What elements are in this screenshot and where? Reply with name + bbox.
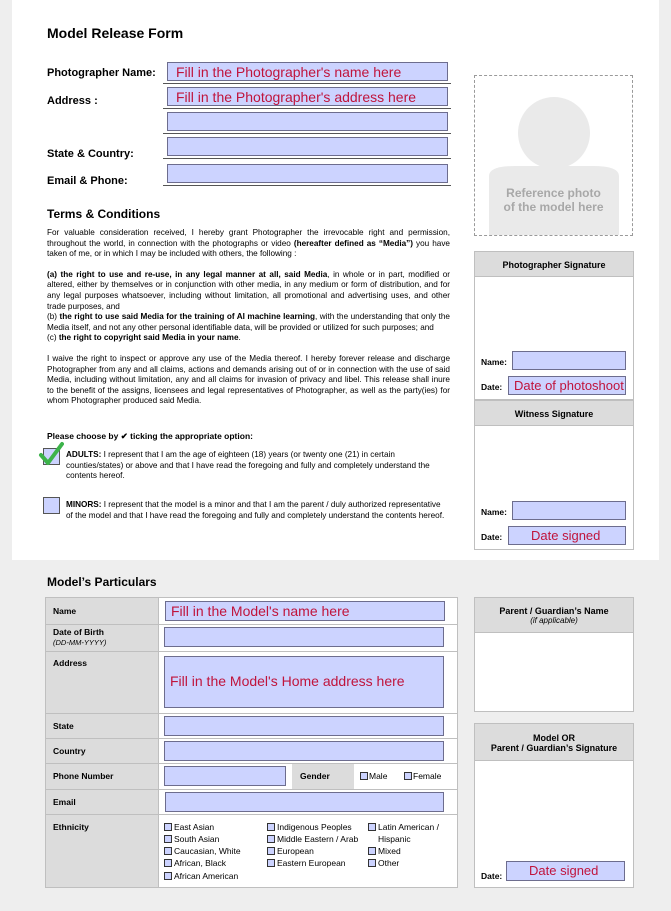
underline [163,83,451,84]
ethnicity-other-checkbox[interactable] [368,859,376,867]
terms-p1-text: For valuable consideration received, I hereby grant Photographer the irrevocable right and permission, throughout the world, in connection with the photographs or video [47,228,450,248]
model-state-label: State [53,721,74,731]
row-divider [46,763,457,764]
model-email-field[interactable] [165,792,444,812]
photographer-sig-name-label: Name: [481,357,507,367]
underline [163,158,451,159]
clause-b-text: , with the understanding that only the Media itself, and not any other personal identifiable data, will be provided or utilized for such purposes; and [47,312,450,332]
ethnicity-option: East Asian [174,822,215,832]
minors-description: I represent that the model is a minor and that I am the parent / duly authorized representative of the model and that I have read the foregoing and fully and completely understand the contents hereof. [66,500,445,520]
row-divider [46,624,457,625]
row-divider [46,651,457,652]
guardian-name-sub: (if applicable) [530,616,578,625]
minors-checkbox[interactable] [43,497,60,514]
underline [163,185,451,186]
model-name-label: Name [53,606,77,616]
photographer-signature-header: Photographer Signature [474,251,634,277]
photo-caption-line2: of the model here [503,200,604,214]
row-divider [46,789,457,790]
ethnicity-caucasian-checkbox[interactable] [164,847,172,855]
form-title: Model Release Form [47,25,184,41]
clause-b-prefix: (b) [47,312,60,322]
gender-label: Gender [300,771,330,781]
model-address-placeholder: Fill in the Model's Home address here [170,673,405,689]
witness-date-field[interactable] [508,526,626,545]
model-sig-date-label: Date: [481,871,503,881]
model-email-label: Email [53,797,76,807]
model-address-label: Address [53,658,88,668]
ethnicity-east-asian-checkbox[interactable] [164,823,172,831]
clause-c-bold: the right to copyright said Media in your name [58,333,239,343]
row-divider [46,738,457,739]
row-divider [46,814,457,815]
ethnicity-option: Mixed [378,846,401,856]
dob-field[interactable] [164,627,444,647]
choose-instruction: Please choose by ✔ ticking the appropriate option: [47,431,253,441]
ethnicity-indigenous-checkbox[interactable] [267,823,275,831]
ethnicity-option: Eastern European [277,858,346,868]
ethnicity-option: South Asian [174,834,220,844]
photographer-state-field[interactable] [167,137,448,156]
terms-p1-end: you have taken of me, or in which I may be included with others, the following : [47,238,450,259]
model-signature-header [474,723,634,761]
ethnicity-mixed-checkbox[interactable] [368,847,376,855]
ethnicity-option: Caucasian, White [174,846,241,856]
terms-clause-a [47,270,450,312]
terms-clause-b [47,312,450,333]
ethnicity-south-asian-checkbox[interactable] [164,835,172,843]
photographer-sig-date-field[interactable] [508,376,626,395]
ethnicity-european-checkbox[interactable] [267,847,275,855]
photographer-address-line2-field[interactable] [167,112,448,131]
terms-heading: Terms & Conditions [47,207,161,221]
witness-date-placeholder: Date signed [531,528,601,543]
ethnicity-african-american-checkbox[interactable] [164,872,172,880]
photo-caption-line1: Reference photo [506,186,601,200]
model-sig-heading-1: Model OR [533,733,575,743]
dob-format: (DD-MM-YYYY) [53,638,107,647]
ethnicity-option: Indigenous Peoples [277,822,352,832]
row-divider [46,713,457,714]
address-label: Address : [47,95,98,107]
ethnicity-middle-eastern-checkbox[interactable] [267,835,275,843]
photographer-sig-date-label: Date: [481,382,503,392]
underline [163,133,451,134]
clause-c-text: . [238,333,241,343]
terms-clause-c [47,333,450,344]
photographer-address-field[interactable] [167,87,448,106]
guardian-name-header [474,597,634,633]
ethnicity-option: Middle Eastern / Arab [277,834,359,844]
ethnicity-eastern-european-checkbox[interactable] [267,859,275,867]
terms-p1-bold: (hereafter defined as “Media”) [293,238,413,248]
ethnicity-option: African, Black [174,858,226,868]
gender-male-label: Male [369,771,388,781]
witness-name-label: Name: [481,507,507,517]
photographer-sig-name-field[interactable] [512,351,626,370]
column-divider [158,598,159,887]
ethnicity-option: Other [378,858,400,868]
ethnicity-option: Latin American / [378,822,439,832]
model-country-label: Country [53,746,86,756]
state-country-label: State & Country: [47,148,134,160]
photo-caption [475,186,632,214]
ethnicity-african-black-checkbox[interactable] [164,859,172,867]
dob-label: Date of Birth [53,627,104,637]
clause-a-bold: (a) the right to use and re-use, in any legal manner at all, said Media [47,269,328,279]
particulars-heading: Model’s Particulars [47,575,157,589]
adults-description: I represent that I am the age of eighteen (18) years (or twenty one (21) in certain counties/states) or above and that I have read the foregoing and fully and completely understand the contents hereof. [66,450,430,481]
gender-male-checkbox[interactable] [360,772,368,780]
minors-option-text [66,500,448,521]
phone-label: Phone Number [53,771,114,781]
ethnicity-option: European [277,846,314,856]
model-state-field[interactable] [164,716,444,736]
model-name-field[interactable] [165,601,445,621]
terms-body [47,228,450,407]
witness-signature-header: Witness Signature [474,400,634,426]
gender-female-checkbox[interactable] [404,772,412,780]
minors-label: MINORS: [66,500,102,509]
model-sig-date-field[interactable] [506,861,625,881]
model-country-field[interactable] [164,741,444,761]
ethnicity-option: Hispanic [378,834,411,844]
guardian-name-box[interactable] [474,632,634,712]
phone-field[interactable] [164,766,286,786]
email-phone-label: Email & Phone: [47,175,128,187]
ethnicity-latin-american-checkbox[interactable] [368,823,376,831]
ethnicity-label: Ethnicity [53,822,89,832]
photographer-name-label: Photographer Name: [47,67,156,79]
photographer-name-placeholder: Fill in the Photographer's name here [176,64,402,80]
terms-paragraph-1 [47,228,450,260]
model-sig-heading-2: Parent / Guardian’s Signature [490,743,618,753]
gender-female-label: Female [413,771,442,781]
check-mark-icon [38,441,64,467]
model-address-field[interactable] [164,656,444,708]
witness-date-label: Date: [481,532,503,542]
clause-b-bold: the right to use said Media for the training of AI machine learning [59,312,315,322]
reference-photo-box[interactable] [474,75,633,236]
witness-name-field[interactable] [512,501,626,520]
ethnicity-option: African American [174,871,239,881]
clause-a-text: , in whole or in part, modified or altered, either by themselves or in conjunction with other media, in any medium or form of distribution, and for any legal purposes whatsoever, including without limitation, all promotional and advertising uses, and other trade purposes, and [47,269,450,311]
photographer-address-placeholder: Fill in the Photographer's address here [176,89,417,105]
underline [163,108,451,109]
model-sig-date-placeholder: Date signed [529,863,599,878]
photographer-sig-date-placeholder: Date of photoshoot [514,378,624,393]
model-name-placeholder: Fill in the Model's name here [171,603,350,619]
adults-label: ADULTS: [66,450,102,459]
adults-option-text [66,450,448,482]
guardian-name-heading: Parent / Guardian’s Name [499,606,609,616]
photographer-name-field[interactable] [167,62,448,81]
terms-paragraph-3: I waive the right to inspect or approve any use of the Media thereof. I hereby forever release and discharge Photographer from any and all claims, actions and demands arising out of or in connection with the use of said Media, including without limitation, any and all claims for invasion of privacy and libel. This release shall inure to the benefit of the assigns, licensees and legal representatives of Photographer, as well as the party(ies) for whom Photographer produced said Media. [47,353,450,406]
clause-c-prefix: (c) [47,333,59,343]
photographer-email-field[interactable] [167,164,448,183]
